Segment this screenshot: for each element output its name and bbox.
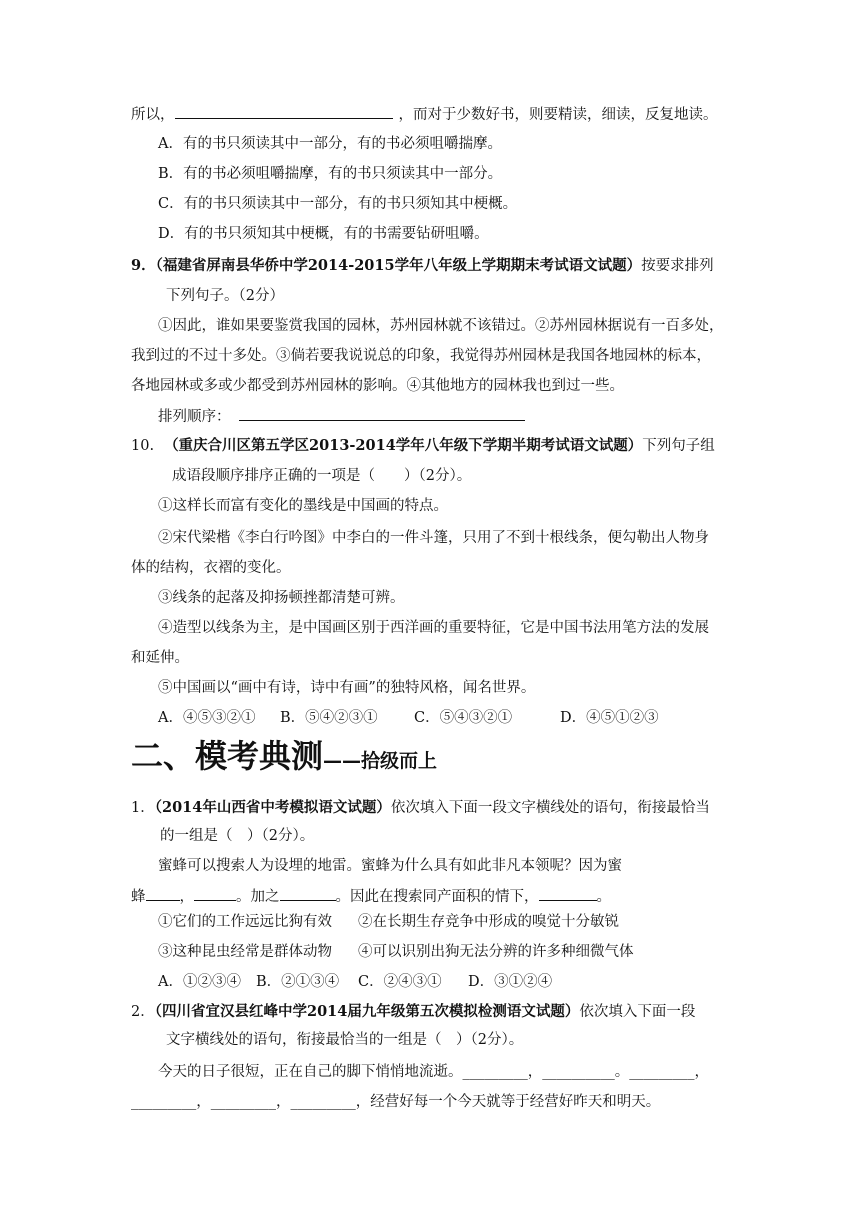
- q8-option-a: A．有的书只须读其中一部分，有的书必须咀嚼揣摩。: [158, 136, 502, 152]
- q8-option-c: C．有的书只须读其中一部分，有的书只须知其中梗概。: [158, 196, 518, 212]
- s2q1-source: （2014年山西省中考模拟语文试题）: [154, 799, 391, 816]
- q10-stem-cont: 成语段顺序排序正确的一项是（ ）（2分）。: [172, 468, 472, 484]
- q10-option-d: D．④⑤①②③: [560, 710, 659, 726]
- s2q2-passage-cont: _________，_________，_________，经营好每一个今天就等于经营好昨天和明天。: [131, 1094, 661, 1110]
- q9-stem: 9．（福建省屏南县华侨中学2014-2015学年八年级上学期期末考试语文试题）按要求排列: [131, 257, 714, 274]
- q10-sentence: ③线条的起落及抑扬顿挫都清楚可辨。: [158, 590, 405, 606]
- q10-stem: 10. （重庆合川区第五学区2013-2014学年八年级下学期半期考试语文试题）下列句子组: [131, 437, 715, 454]
- answer-blank: [239, 406, 525, 421]
- s2q1-option-d: D．③①②④: [468, 974, 553, 990]
- s2q1-passage-blanks: 蜂 ， 。加之 。因此在搜索同产面积的情下， 。: [131, 886, 611, 907]
- s2q2-source: （四川省宜汉县红峰中学2014届九年级第五次模拟检测语文试题）: [154, 1003, 580, 1020]
- s2q1-option-a: A．①②③④: [158, 974, 241, 990]
- answer-blank: [175, 104, 393, 119]
- s2q1-choice: ③这种昆虫经常是群体动物: [158, 944, 332, 960]
- q10-sentence: ④造型以线条为主，是中国画区别于西洋画的重要特征，它是中国书法用笔方法的发展: [158, 620, 709, 636]
- answer-blanks: _________，__________。_________，: [462, 1064, 709, 1080]
- answer-blanks: _________，_________，_________，: [131, 1094, 371, 1110]
- s2q1-choice: ④可以识别出狗无法分辨的许多种细微气体: [358, 944, 634, 960]
- q10-sentence: 和延伸。: [131, 650, 189, 666]
- section-subheading: ——拾级而上: [323, 750, 438, 772]
- s2q1-stem-cont: 的一组是（ ）（2分）。: [160, 828, 315, 844]
- s2q1-choice: ①它们的工作远远比狗有效: [158, 914, 332, 930]
- q10-sentence: 体的结构，衣褶的变化。: [131, 560, 291, 576]
- answer-blank: [194, 886, 236, 901]
- section-heading: 二、模考典测——拾级而上: [131, 737, 438, 775]
- s2q1-options: [158, 972, 552, 992]
- q10-sentence: ①这样长而富有变化的墨线是中国画的特点。: [158, 498, 448, 514]
- s2q2-stem-cont: 文字横线处的语句，衔接最恰当的一组是（ ）（2分）。: [166, 1032, 524, 1048]
- s2q1-choices-row: [158, 942, 634, 962]
- q10-option-b: B．⑤④②③①: [280, 710, 378, 726]
- q10-sentence: ⑤中国画以“画中有诗，诗中有画”的独特风格，闻名世界。: [158, 680, 536, 696]
- q9-stem-cont: 下列句子。（2分）: [166, 288, 284, 304]
- q10-sentence: ②宋代梁楷《李白行吟图》中李白的一件斗篷，只用了不到十根线条，便勾勒出人物身: [158, 530, 709, 546]
- q8-option-b: B．有的书必须咀嚼揣摩，有的书只须读其中一部分。: [158, 166, 503, 182]
- answer-blank: [280, 886, 336, 901]
- q8-lead: 所以， ，而对于少数好书，则要精读，细读，反复地读。: [131, 104, 718, 125]
- q10-source: （重庆合川区第五学区2013-2014学年八年级下学期半期考试语文试题）: [164, 437, 643, 454]
- s2q1-choices-row: [158, 912, 619, 932]
- s2q1-stem: 1．（2014年山西省中考模拟语文试题）依次填入下面一段文字横线处的语句，衔接最恰当: [131, 799, 710, 816]
- s2q1-option-c: C．②④③①: [358, 974, 442, 990]
- q8-option-d: D．有的书只须知其中梗概，有的书需要钻研咀嚼。: [158, 226, 489, 242]
- s2q1-option-b: B．②①③④: [256, 974, 340, 990]
- q10-options: [158, 708, 659, 728]
- s2q1-passage: 蜜蜂可以搜索人为设埋的地雷。蜜蜂为什么具有如此非凡本领呢？因为蜜: [158, 858, 622, 874]
- q9-order: 排列顺序：: [158, 406, 525, 427]
- answer-blank: [146, 886, 180, 901]
- s2q2-passage: 今天的日子很短，正在自己的脚下悄悄地流逝。_________，__________。_________，: [158, 1064, 709, 1080]
- s2q1-choice: ②在长期生存竞争中形成的嗅觉十分敏锐: [358, 914, 619, 930]
- answer-blank: [539, 886, 597, 901]
- q9-passage-line: ①因此，谁如果要鉴赏我国的园林，苏州园林就不该错过。②苏州园林据说有一百多处，: [158, 318, 724, 334]
- q9-source: （福建省屏南县华侨中学2014-2015学年八年级上学期期末考试语文试题）: [155, 257, 642, 274]
- q10-option-c: C．⑤④③②①: [414, 710, 513, 726]
- q9-passage-line: 各地园林或多或少都受到苏州园林的影响。④其他地方的园林我也到过一些。: [131, 378, 624, 394]
- s2q2-stem: 2．（四川省宜汉县红峰中学2014届九年级第五次模拟检测语文试题）依次填入下面一段: [131, 1003, 696, 1020]
- q9-passage-line: 我到过的不过十多处。③倘若要我说说总的印象，我觉得苏州园林是我国各地园林的标本，: [131, 348, 711, 364]
- q10-option-a: A．④⑤③②①: [158, 710, 256, 726]
